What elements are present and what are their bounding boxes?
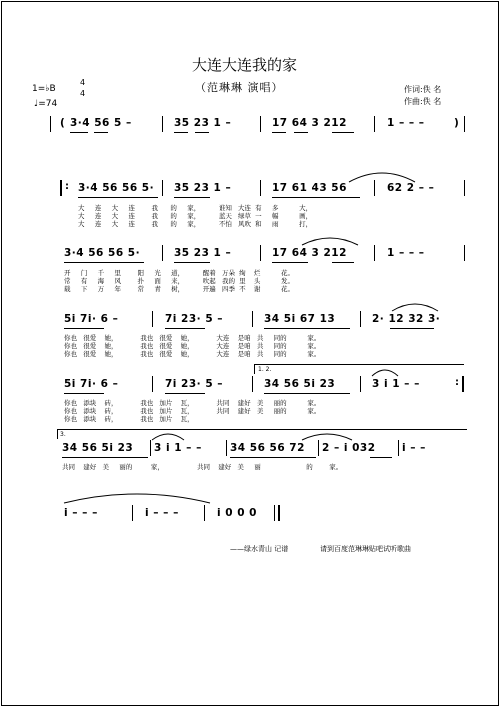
time-signature-bottom: 4 [80,89,86,98]
measure-notes: 5i 7i· 6 – [64,378,119,390]
tempo-value: =74 [38,99,58,109]
barline [464,116,465,132]
repeat-barline [462,376,464,392]
lyric-line: 大 连 大 连 我 的 家， 不怕 风吹 和 雨 打， [78,220,313,228]
measure-notes: 34 56 56 72 [230,442,305,454]
beam [264,393,350,394]
key-signature [32,84,56,94]
measure-notes: 3·4 56 56 5· [64,247,141,259]
barline [374,245,375,261]
key-flat: ♭B [45,84,56,94]
lyric-line: 大 连 大 连 我 的 家， 谁知 大连 有 多 大， [78,204,313,212]
beam [264,328,350,329]
slur [390,301,440,313]
measure-notes: 2· 12 32 3· [372,313,441,325]
beam [230,457,316,458]
listen-note: 请到百度范琳琳贴吧试听歌曲 [320,545,411,553]
repeat-dots: : [65,181,69,192]
lyric-line: 你也 添块 砖， 我也 加片 瓦， [64,415,194,423]
measure-notes: i 0 0 0 [217,507,257,519]
time-signature-top: 4 [80,78,86,87]
measure-notes: i – – – [145,507,179,519]
beam [272,132,286,133]
measure-notes: 35 23 1 – [174,117,232,129]
measure-notes: 3 i 1 – – [372,378,420,390]
barline [150,440,151,456]
barline [252,311,253,327]
lyric-line: 共同 建好 美 丽的 家， 共同 建好 美 丽 的 家。 [62,463,343,471]
beam [174,132,188,133]
measure-notes: 1 – – – [387,117,425,129]
volta-bracket-start [57,429,58,439]
measure-notes: 35 23 1 – [174,182,232,194]
barline [464,180,465,196]
measure-notes: 35 23 1 – [174,247,232,259]
measure-notes: 17 64 3 212 [272,247,347,259]
lyric-line: 载 下 万 年 常 青 树， 开遍 四季 不 谢 花。 [64,285,295,293]
measure-notes: 7i 23· 5 – [165,313,224,325]
measure-notes: 17 61 43 56 [272,182,347,194]
slur [300,235,360,247]
final-barline [278,505,280,521]
measure-notes: 3·4 56 56 5· [78,182,155,194]
tempo-marking [34,99,57,109]
lyricist-credit: 作词:佚 名 [404,85,442,94]
barline [252,376,253,392]
slur [62,491,212,505]
lyric-line: 常 有 海 风 扑 面 来， 吹起 我的 里 头 发。 [64,277,295,285]
beam [195,132,209,133]
beam [272,197,360,198]
measure-notes: 62 2 – – [387,182,435,194]
beam [64,262,144,263]
barline [204,505,205,521]
lyric-line: 你也 很爱 她， 我也 很爱 她， 大连 是咱 共 同的 家。 [64,350,321,358]
beam [165,393,205,394]
repeat-dots: : [455,377,459,388]
barline [274,505,275,521]
barline [260,180,261,196]
measure-notes: 34 56 5i 23 [62,442,134,454]
beam [390,328,434,329]
barline [398,440,399,456]
beam [370,457,392,458]
lyric-line: 你也 添块 砖， 我也 加片 瓦， 共同 建好 美 丽的 家。 [64,399,321,407]
slur [370,366,400,378]
volta-bracket-start [254,364,255,374]
transcriber-credit: ——绿水青山 记谱 [230,545,289,553]
barline [360,311,361,327]
slur [300,430,354,442]
repeat-barline [60,180,62,196]
beam [70,132,88,133]
beam [62,457,148,458]
key-label: 1= [32,84,46,94]
beam [332,262,354,263]
barline [374,116,375,132]
barline [226,440,227,456]
lyric-line: 你也 很爱 她， 我也 很爱 她， 大连 是咱 共 同的 家。 [64,342,321,350]
barline [152,311,153,327]
measure-notes: 5i 7i· 6 – [64,313,119,325]
barline [162,116,163,132]
volta-label-first: 1. 2. [258,366,272,373]
lyric-line: 开 门 千 里 阳 光 道， 醒着 万朵 绚 烂 花。 [64,269,295,277]
volta-bracket-first [254,364,464,365]
slur [347,170,417,184]
lyric-line: 你也 添块 砖， 我也 加片 瓦， 共同 建好 美 丽的 家。 [64,407,321,415]
volta-label-second: 3. [60,431,66,438]
barline [360,376,361,392]
score-sheet [1,1,499,706]
beam [174,262,210,263]
barline [260,245,261,261]
paren-open: ( [60,117,66,129]
beam [64,393,104,394]
beam [332,132,354,133]
barline [50,116,51,132]
beam [174,197,210,198]
tempo-note-icon: ♩ [34,99,39,109]
beam [272,262,308,263]
barline [260,116,261,132]
slur [150,430,186,442]
composer-credit: 作曲:佚 名 [404,97,442,106]
song-title: 大连大连我的家 [192,56,298,74]
lyric-line: 大 连 大 连 我 的 家， 蓝天 绿草 一 幅 画， [78,212,313,220]
barline [152,376,153,392]
measure-notes: 34 5i 67 13 [264,313,336,325]
beam [94,132,108,133]
measure-notes: 3·4 56 5 – [70,117,132,129]
barline [162,180,163,196]
measure-notes: 3 i 1 – – [154,442,202,454]
barline [318,440,319,456]
measure-notes: 2 – i 032 [322,442,376,454]
lyric-line: 你也 很爱 她， 我也 很爱 她， 大连 是咱 共 同的 家。 [64,334,321,342]
paren-close: ) [454,117,460,129]
beam [78,197,158,198]
measure-notes: 17 64 3 212 [272,117,347,129]
measure-notes: 34 56 5i 23 [264,378,336,390]
beam [294,132,308,133]
barline [132,505,133,521]
measure-notes: i – – – [64,507,98,519]
beam [64,328,104,329]
song-subtitle: （范琳琳 演唱） [195,81,284,94]
measure-notes: 7i 23· 5 – [165,378,224,390]
measure-notes: 1 – – – [387,247,425,259]
barline [464,245,465,261]
volta-bracket-second [57,429,467,430]
measure-notes: i – – [402,442,426,454]
barline [162,245,163,261]
beam [165,328,205,329]
